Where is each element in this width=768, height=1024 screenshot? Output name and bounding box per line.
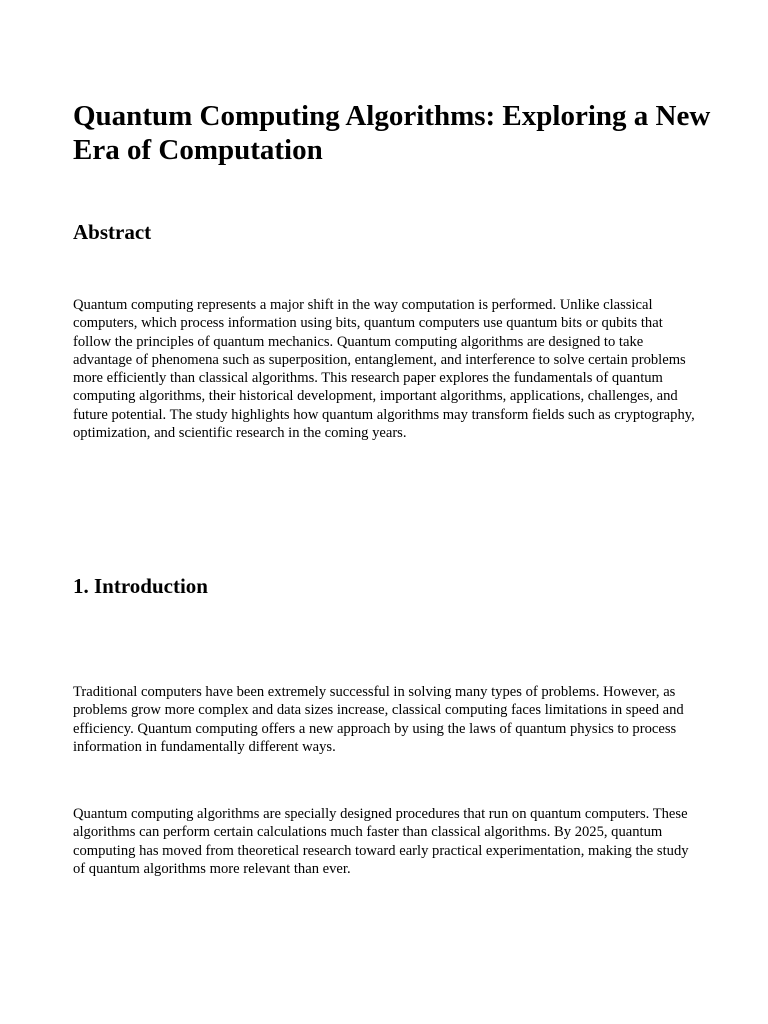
document-title: Quantum Computing Algorithms: Exploring a New Era of Computation [73,100,711,166]
introduction-paragraph-1: Traditional computers have been extremely successful in solving many types of problems. However, as problems grow more complex and data sizes increase, classical computing faces limitations in speed and efficiency. Quantum computing offers a new approach by using the laws of quantum physics to process information in fundamentally different ways. [73,684,684,755]
abstract-heading: Abstract [73,220,152,244]
introduction-heading: 1. Introduction [73,574,208,598]
introduction-paragraph-2: Quantum computing algorithms are specially designed procedures that run on quantum computers. These algorithms can perform certain calculations much faster than classical algorithms. By 2025, quantum computing has moved from theoretical research toward early practical experimentation, making the study of quantum algorithms more relevant than ever. [73,806,689,877]
abstract-paragraph: Quantum computing represents a major shift in the way computation is performed. Unlike classical computers, which process information using bits, quantum computers use quantum bits or qubits that follow the principles of quantum mechanics. Quantum computing algorithms are designed to take advantage of phenomena such as superposition, entanglement, and interference to solve certain problems more efficiently than classical algorithms. This research paper explores the fundamentals of quantum computing algorithms, their historical development, important algorithms, applications, challenges, and future potential. The study highlights how quantum algorithms may transform fields such as cryptography, optimization, and scientific research in the coming years. [73,297,695,442]
